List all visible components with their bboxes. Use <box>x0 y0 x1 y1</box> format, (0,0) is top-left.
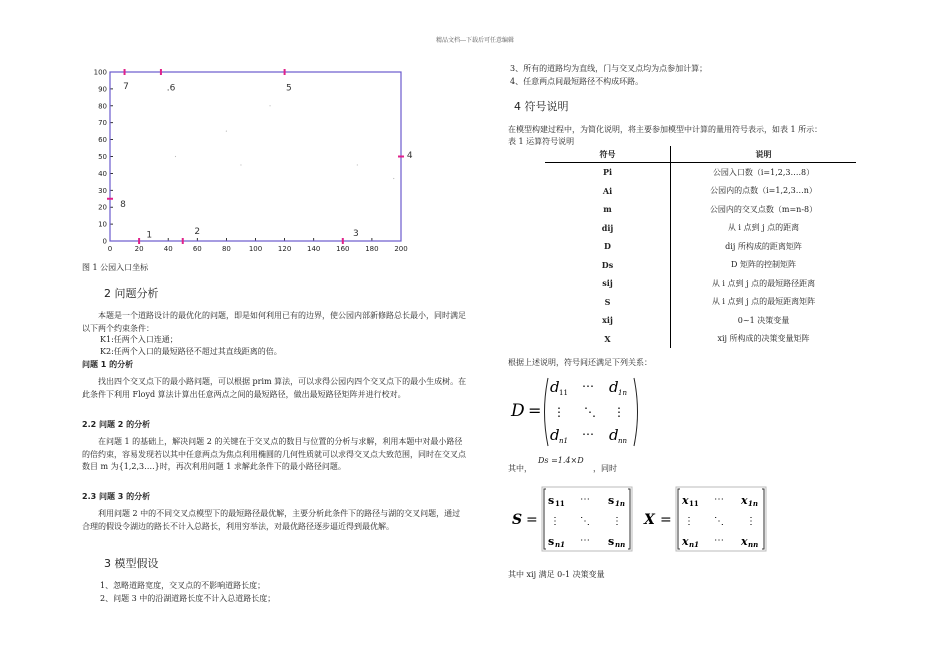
svg-text:d: d <box>550 426 560 444</box>
y-tick-label: 90 <box>98 85 107 94</box>
entrance-label: 8 <box>120 200 126 211</box>
y-tick-label: 30 <box>98 186 107 195</box>
description-cell: dij 所构成的距离矩阵 <box>671 237 857 256</box>
svg-text:⋮: ⋮ <box>612 516 622 527</box>
svg-text:1n: 1n <box>618 389 627 397</box>
symbol-cell: Ds <box>601 259 614 270</box>
symbol-cell: m <box>603 204 612 215</box>
symbol-cell: sij <box>602 278 613 289</box>
y-tick-label: 0 <box>102 237 107 246</box>
symbol-cell: S <box>604 296 611 307</box>
svg-text:⋮: ⋮ <box>613 405 625 419</box>
svg-text:⋱: ⋱ <box>714 516 724 527</box>
svg-text:n1: n1 <box>689 540 699 549</box>
among-label: 其中， <box>508 464 532 473</box>
entrance-label: .6 <box>166 83 176 94</box>
svg-text:⋯: ⋯ <box>580 494 590 505</box>
description-cell: xij 所构成的决策变量矩阵 <box>671 330 857 349</box>
description-cell: D 矩阵的控制矩阵 <box>671 256 857 275</box>
svg-text:x: x <box>741 535 748 548</box>
description-cell: 0~1 决策变量 <box>671 311 857 330</box>
svg-text:1n: 1n <box>748 499 758 508</box>
table-head-description: 说明 <box>671 146 857 163</box>
question-2-text: 在问题 1 的基础上，解决问题 2 的关键在于交叉点的数目与位置的分析与求解，利用本题中对最小路径的倍约束，容易发现若以其中任意两点为焦点利用椭圆的几何性质就可以求得交叉点大致范围，同时在交叉点数目 m 为{1,2,3….}时，再次利用问题 1 求解此条件下的最小路径问题。 <box>82 437 466 471</box>
y-tick-label: 100 <box>93 68 107 77</box>
question-3-title: 2.3 问题 3 的分析 <box>82 492 151 501</box>
description-cell: 从 i 点到 j 点的最短路径距离 <box>671 274 857 293</box>
section-2-title: 2 问题分析 <box>104 287 159 300</box>
table-caption: 表 1 运算符号说明 <box>508 137 575 146</box>
interior-speck <box>269 105 270 106</box>
x-tick-label: 60 <box>192 245 202 253</box>
x-tick-label: 0 <box>107 245 113 253</box>
question-1-title: 问题 1 的分析 <box>82 360 134 369</box>
x-tick-label: 120 <box>277 245 292 253</box>
table-row <box>545 330 856 349</box>
figure-caption: 图 1 公园入口坐标 <box>82 263 149 272</box>
svg-text:nn: nn <box>618 437 628 445</box>
symbol-cell: xij <box>602 315 613 326</box>
park-boundary <box>110 72 401 241</box>
symbol-intro: 在模型构建过程中，为简化说明，将主要参加模型中计算的量用符号表示，如表 1 所示： <box>508 125 823 134</box>
simultaneously-label: ，同时 <box>593 464 617 473</box>
shortest-and-decision-matrix-formula <box>508 482 778 556</box>
svg-text:S: S <box>512 512 523 528</box>
table-row <box>545 219 856 238</box>
svg-text:s: s <box>548 494 555 507</box>
y-tick-label: 60 <box>98 136 107 145</box>
svg-text:x: x <box>741 494 748 507</box>
description-cell: 公园内的点数（i=1,2,3…n） <box>671 182 857 201</box>
section-4-title: 4 符号说明 <box>514 100 569 113</box>
interior-speck <box>393 178 394 179</box>
svg-text:s: s <box>608 494 615 507</box>
y-tick-label: 50 <box>98 153 107 161</box>
svg-text:11: 11 <box>559 389 568 397</box>
table-row <box>545 163 856 182</box>
svg-text:=: = <box>660 512 672 528</box>
table-header-row <box>545 146 856 163</box>
question-2-title: 2.2 问题 2 的分析 <box>82 420 151 429</box>
entrance-label: 1 <box>146 230 153 241</box>
table-row <box>545 182 856 201</box>
entrance-label: 5 <box>286 83 292 94</box>
svg-text:⋱: ⋱ <box>580 516 590 527</box>
section-3-title: 3 模型假设 <box>104 557 159 570</box>
svg-text:x: x <box>682 494 689 507</box>
symbol-cell: dij <box>601 222 614 233</box>
svg-text:1n: 1n <box>615 499 625 508</box>
x-tick-label: 180 <box>365 245 379 253</box>
entrance-label: 4 <box>406 151 413 162</box>
question-1-text: 找出四个交叉点下的最小路问题，可以根据 prim 算法，可以求得公园内四个交叉点下的最小生成树。在此条件下利用 Floyd 算法计算出任意两点之间的最短路径，做出最短路径矩阵并进行校对。 <box>82 377 467 399</box>
entrance-label: 3 <box>352 228 359 239</box>
interior-speck <box>240 164 241 165</box>
svg-text:⋯: ⋯ <box>580 535 590 546</box>
y-tick-label: 10 <box>98 220 107 229</box>
svg-text:11: 11 <box>689 499 699 508</box>
x-tick-label: 100 <box>248 245 263 253</box>
interior-speck <box>357 164 358 165</box>
svg-text:⋯: ⋯ <box>582 379 594 393</box>
svg-text:s: s <box>548 535 555 548</box>
constraint-k1: K1:任两个入口连通； <box>100 335 178 344</box>
svg-text:s: s <box>608 535 615 548</box>
assumption-4: 4、任意两点间最短路径不构成环路。 <box>510 77 644 86</box>
symbol-cell: X <box>604 333 611 344</box>
svg-text:⋱: ⋱ <box>584 405 596 419</box>
svg-text:⋯: ⋯ <box>582 427 594 441</box>
svg-text:=: = <box>528 401 542 420</box>
symbol-table <box>545 146 856 348</box>
x-tick-label: 40 <box>163 245 173 253</box>
table-row <box>545 237 856 256</box>
svg-text:⋮: ⋮ <box>684 516 694 527</box>
table-row <box>545 274 856 293</box>
interior-speck <box>226 131 227 132</box>
table-row <box>545 293 856 312</box>
question-3-text: 利用问题 2 中的不同交叉点模型下的最短路径最优解，主要分析此条件下的路径与湖的交叉问题，通过合理的假设令湖边的路长不计入总路长，利用穷举法，对最优路径逐步逼近得到最优解。 <box>82 509 461 531</box>
assumption-2: 2、问题 3 中的沿湖道路长度不计入总道路长度； <box>100 594 276 603</box>
entrance-coordinate-chart <box>88 62 418 256</box>
entrance-label: 2 <box>194 227 201 238</box>
svg-text:n1: n1 <box>559 437 568 445</box>
svg-text:11: 11 <box>555 499 565 508</box>
description-cell: 公园内的交叉点数（m=n-8） <box>671 200 857 219</box>
svg-text:⋯: ⋯ <box>714 494 724 505</box>
description-cell: 从 i 点到 j 点的距离 <box>671 219 857 238</box>
distance-matrix-formula <box>508 372 648 452</box>
x-tick-label: 20 <box>134 245 144 253</box>
symbol-cell: Ai <box>602 185 613 196</box>
y-tick-label: 70 <box>98 119 107 128</box>
description-cell: 公园入口数（i=1,2,3….8） <box>671 163 857 182</box>
page-header: 精品文档---下载后可任意编辑 <box>435 37 515 44</box>
svg-text:=: = <box>526 512 538 528</box>
description-cell: 从 i 点到 j 点的最短距离矩阵 <box>671 293 857 312</box>
section-2-intro: 本题是一个道路设计的最优化的问题，即是如何利用已有的边界，使公园内部新修路总长最小，同时满足以下两个约束条件： <box>82 311 466 333</box>
svg-text:⋮: ⋮ <box>746 516 756 527</box>
svg-text:d: d <box>609 426 619 444</box>
svg-text:⋯: ⋯ <box>714 535 724 546</box>
svg-text:nn: nn <box>748 540 759 549</box>
svg-text:⋮: ⋮ <box>550 516 560 527</box>
svg-text:D: D <box>511 401 525 421</box>
svg-text:d: d <box>609 378 619 396</box>
relation-text: 根据上述说明，符号间还满足下列关系： <box>508 358 652 367</box>
constraint-k2: K2:任两个入口的最短路径不超过其直线距离的倍。 <box>100 347 282 356</box>
y-tick-label: 80 <box>98 102 107 111</box>
svg-text:X: X <box>644 512 655 528</box>
table-row <box>545 256 856 275</box>
svg-text:d: d <box>550 378 560 396</box>
assumption-3: 3、所有的道路均为直线，门与交叉点均为点参加计算； <box>510 64 708 73</box>
svg-text:n1: n1 <box>555 540 565 549</box>
y-tick-label: 40 <box>98 169 107 178</box>
y-tick-label: 20 <box>98 203 107 212</box>
x-tick-label: 80 <box>221 245 231 253</box>
assumption-1: 1、忽略道路宽度，交叉点的不影响道路长度； <box>100 581 266 590</box>
svg-text:⋮: ⋮ <box>553 405 565 419</box>
symbol-cell: D <box>604 241 611 252</box>
svg-text:x: x <box>682 535 689 548</box>
table-row <box>545 311 856 330</box>
x-tick-label: 140 <box>307 245 321 253</box>
xij-note: 其中 xij 满足 0-1 决策变量 <box>508 570 605 579</box>
x-tick-label: 160 <box>336 245 350 253</box>
table-row <box>545 200 856 219</box>
x-tick-label: 200 <box>394 245 408 253</box>
interior-speck <box>175 156 176 157</box>
symbol-cell: Pi <box>602 167 613 178</box>
entrance-label: 7 <box>123 81 129 92</box>
svg-text:nn: nn <box>615 540 626 549</box>
table-head-symbol: 符号 <box>545 146 671 163</box>
ds-formula: Ds =1.4×D <box>538 456 584 465</box>
